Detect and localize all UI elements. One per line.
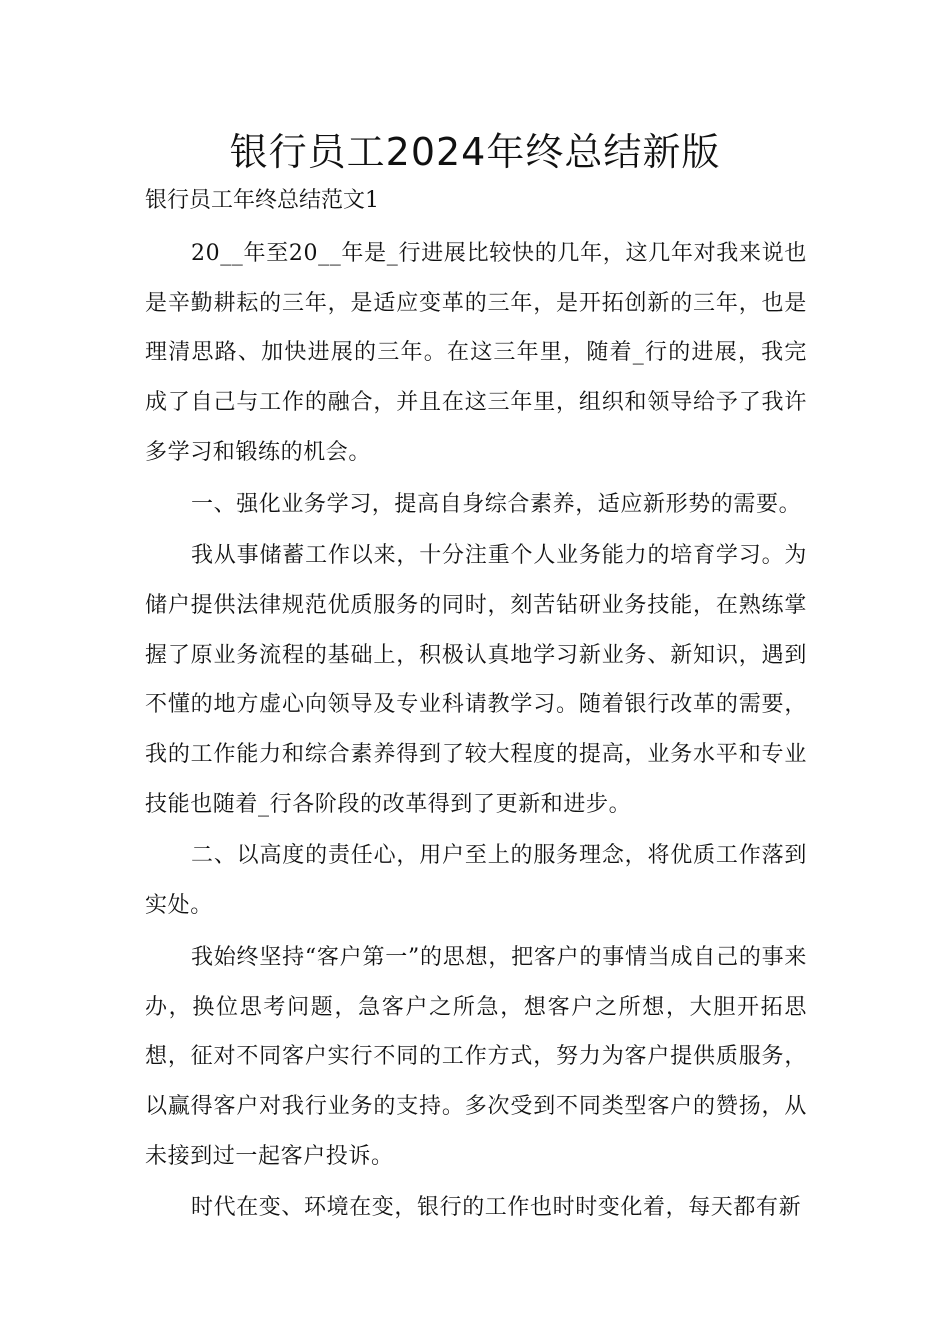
paragraph-section-1: 我从事储蓄工作以来，十分注重个人业务能力的培育学习。为储户提供法律规范优质服务的同时，刻苦钻研业务技能，在熟练掌握了原业务流程的基础上，积极认真地学习新业务、新知识，遇到不懂的地方虚心向领导及专业科请教学习。随着银行改革的需要，我的工作能力和综合素养得到了较大程度的提高，业务水平和专业技能也随着_行各阶段的改革得到了更新和进步。 [145, 543, 807, 817]
paragraph-intro: 20__年至20__年是_行进展比较快的几年，这几年对我来说也是辛勤耕耘的三年，是适应变革的三年，是开拓创新的三年，也是理清思路、加快进展的三年。在这三年里，随着_行的进展，我完成了自己与工作的融合，并且在这三年里，组织和领导给予了我许多学习和锻练的机会。 [145, 241, 807, 465]
document-subtitle: 银行员工年终总结范文1 [145, 188, 379, 213]
section-heading-1: 一、强化业务学习，提高自身综合素养，适应新形势的需要。 [191, 491, 802, 517]
paragraph-section-2: 我始终坚持“客户第一”的思想，把客户的事情当成自己的事来办，换位思考问题，急客户之所急，想客户之所想，大胆开拓思想，征对不同客户实行不同的工作方式，努力为客户提供质服务，以赢得客户对我行业务的支持。多次受到不同类型客户的赞扬，从未接到过一起客户投诉。 [145, 944, 807, 1169]
section-heading-2: 二、以高度的责任心，用户至上的服务理念，将优质工作落到实处。 [145, 843, 807, 919]
document-body [145, 229, 807, 1235]
paragraph-continued: 时代在变、环境在变，银行的工作也时时变化着，每天都有新 [191, 1195, 802, 1221]
document-title: 银行员工2024年终总结新版 [229, 130, 721, 174]
